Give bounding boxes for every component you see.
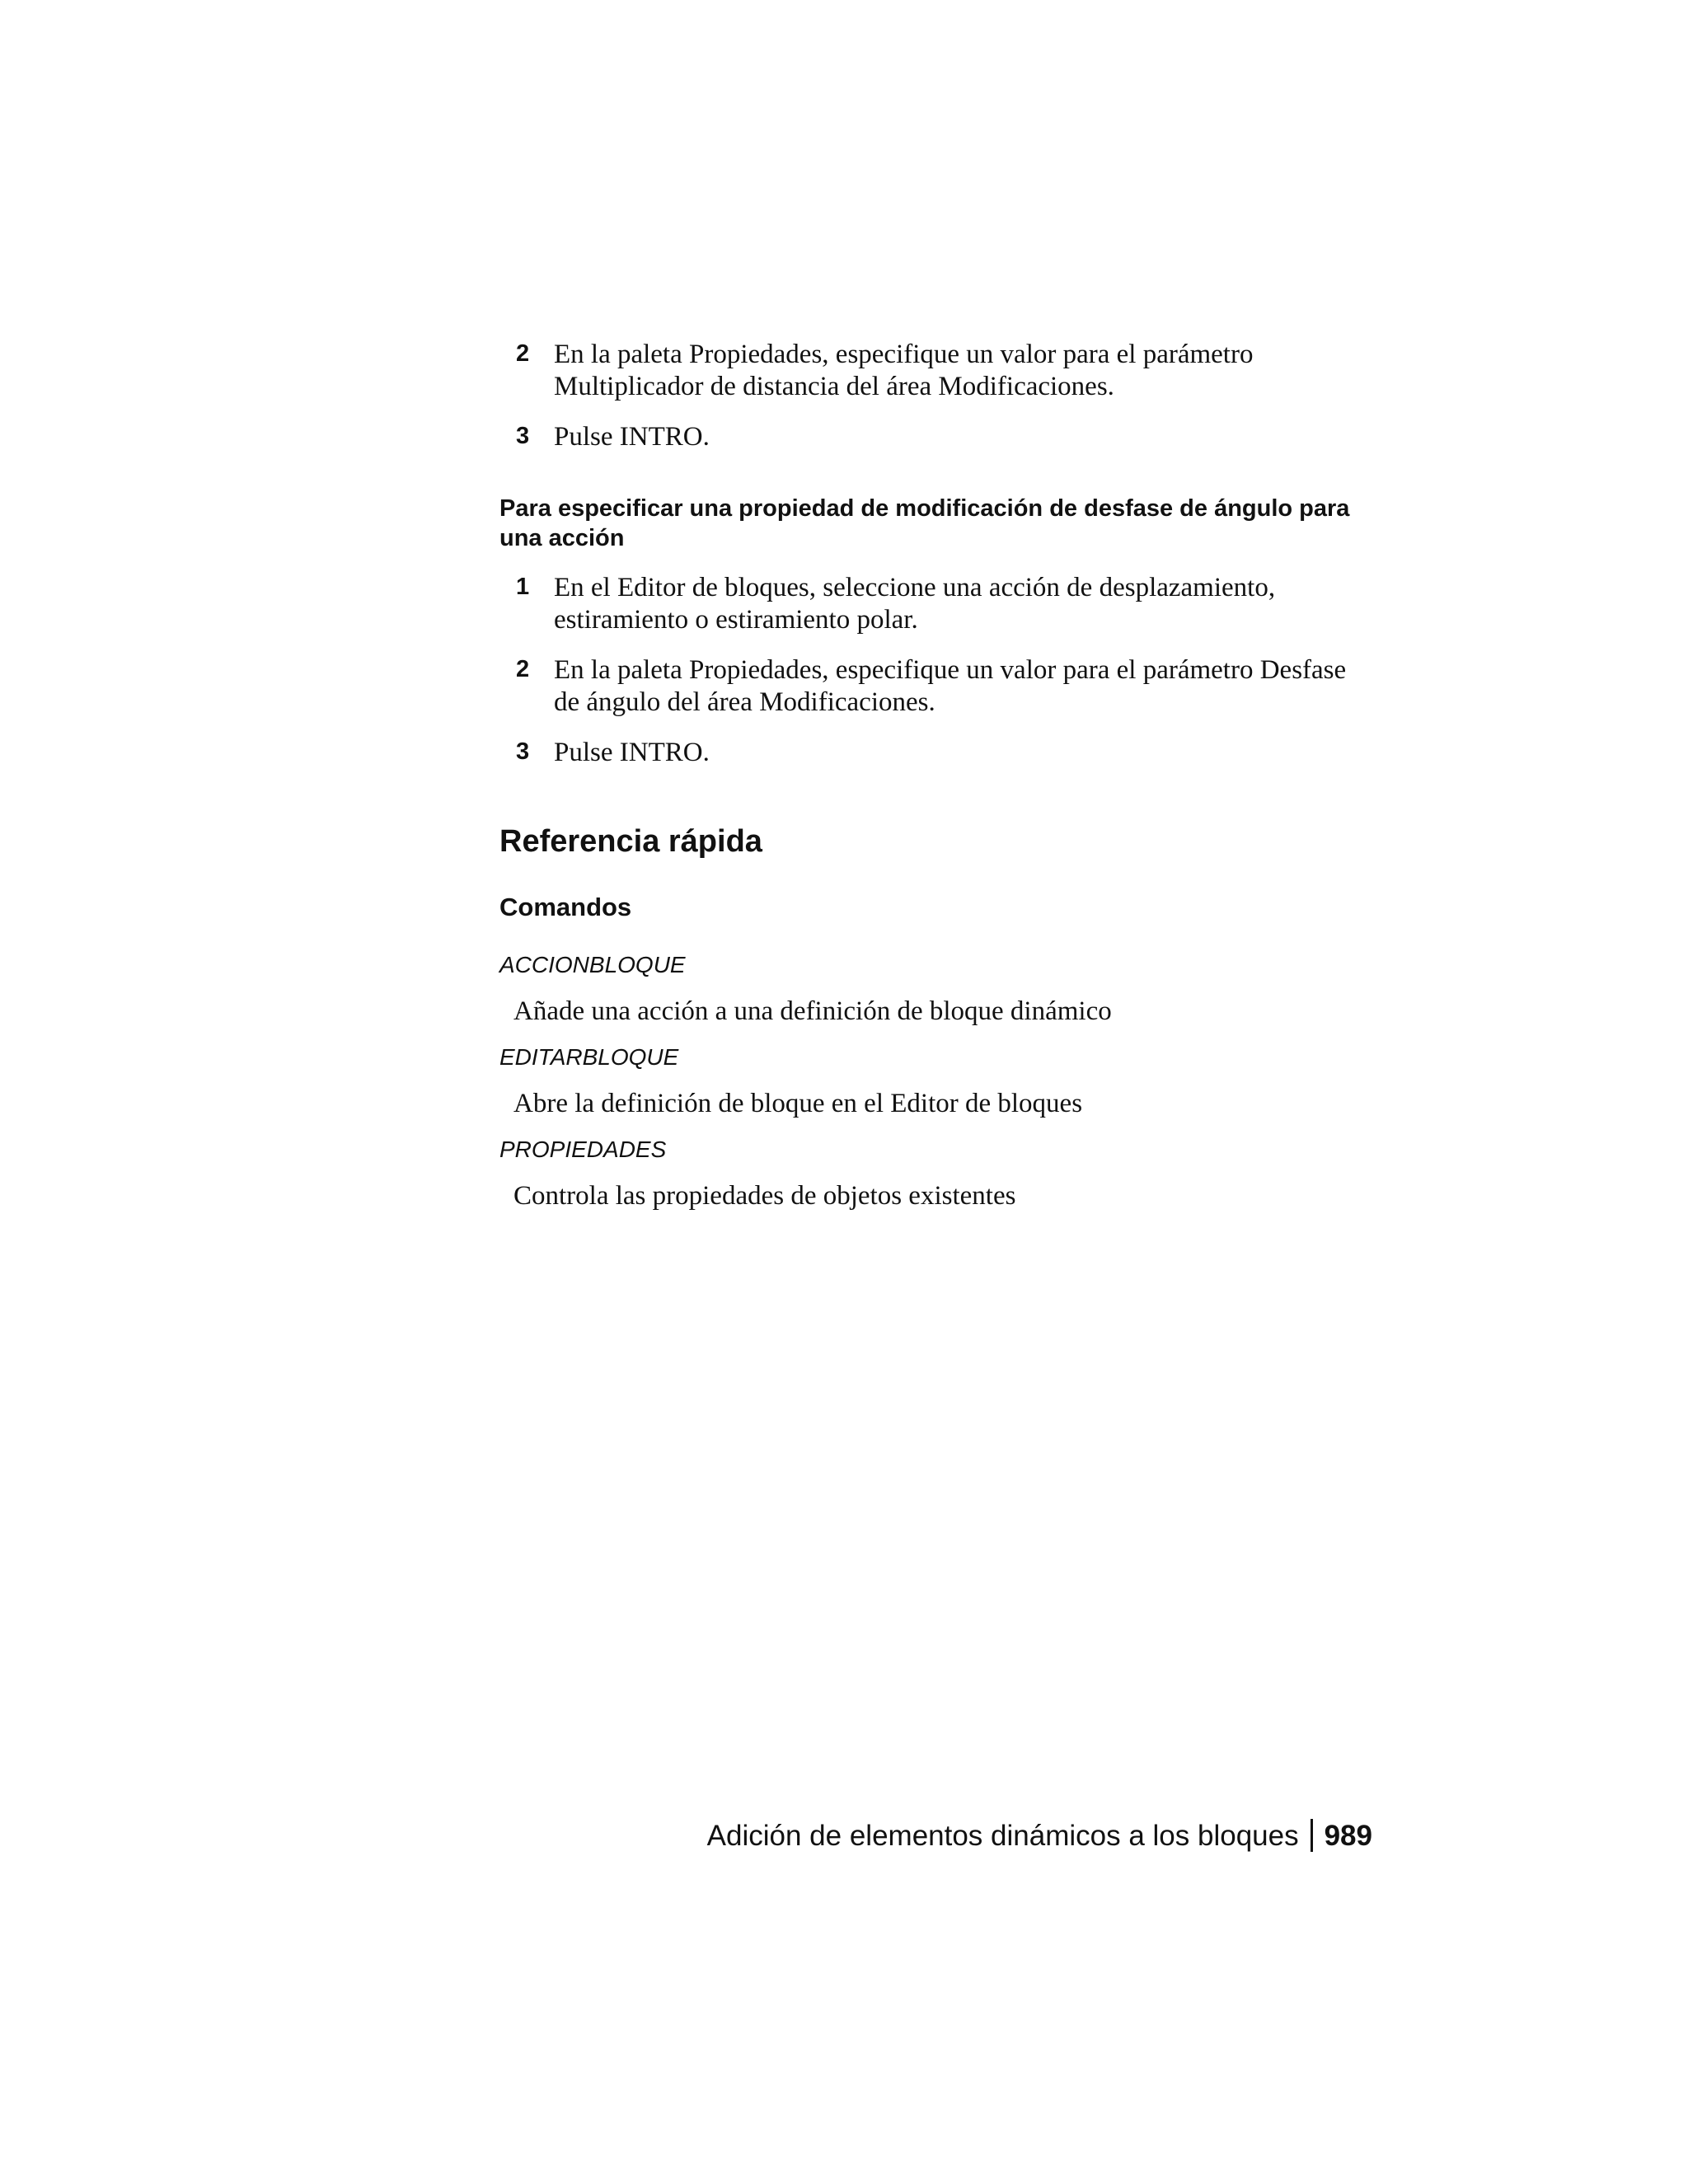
step-text-line: En la paleta Propiedades, especifique un valor para el parámetro [554, 340, 1254, 369]
procedure-heading-line: Para especificar una propiedad de modificación de desfase de ángulo para [499, 495, 1350, 522]
procedure-heading-line: una acción [499, 525, 625, 551]
page-number: 989 [1324, 1820, 1372, 1852]
step-text-line: En el Editor de bloques, seleccione una acción de desplazamiento, [554, 573, 1276, 602]
command-description: Controla las propiedades de objetos existentes [513, 1181, 1016, 1211]
step-text-line: Multiplicador de distancia del área Modificaciones. [554, 372, 1114, 401]
step-item [499, 420, 1373, 452]
step-item [499, 654, 1373, 718]
step-number: 3 [516, 738, 530, 765]
step-number: 3 [516, 423, 530, 449]
commands-list [499, 951, 1373, 1212]
step-number: 1 [516, 574, 530, 600]
command-name: PROPIEDADES [499, 1137, 667, 1162]
step-text-line: de ángulo del área Modificaciones. [554, 687, 935, 717]
step-text-line: En la paleta Propiedades, especifique un valor para el parámetro Desfase [554, 655, 1347, 685]
command-name: EDITARBLOQUE [499, 1044, 679, 1070]
step-number: 2 [516, 656, 530, 682]
step-text-line: Pulse INTRO. [554, 422, 710, 452]
footer-separator [1311, 1819, 1313, 1852]
page-content [499, 338, 1373, 1212]
footer-chapter-title: Adición de elementos dinámicos a los bloques [706, 1820, 1299, 1852]
step-item [499, 571, 1373, 635]
step-list-continued [499, 338, 1373, 452]
procedure-step-list [499, 571, 1373, 768]
page-footer [707, 1818, 1372, 1854]
step-text-line: estiramiento o estiramiento polar. [554, 605, 918, 635]
command-description: Abre la definición de bloque en el Editor de bloques [513, 1089, 1083, 1118]
procedure-heading [499, 494, 1373, 553]
step-text-line: Pulse INTRO. [554, 738, 710, 767]
section-title: Referencia rápida [499, 824, 762, 859]
command-description: Añade una acción a una definición de bloque dinámico [513, 996, 1112, 1026]
step-number: 2 [516, 340, 530, 367]
command-name: ACCIONBLOQUE [499, 952, 686, 977]
step-item [499, 736, 1373, 768]
commands-subtitle: Comandos [499, 893, 632, 921]
step-item [499, 338, 1373, 402]
